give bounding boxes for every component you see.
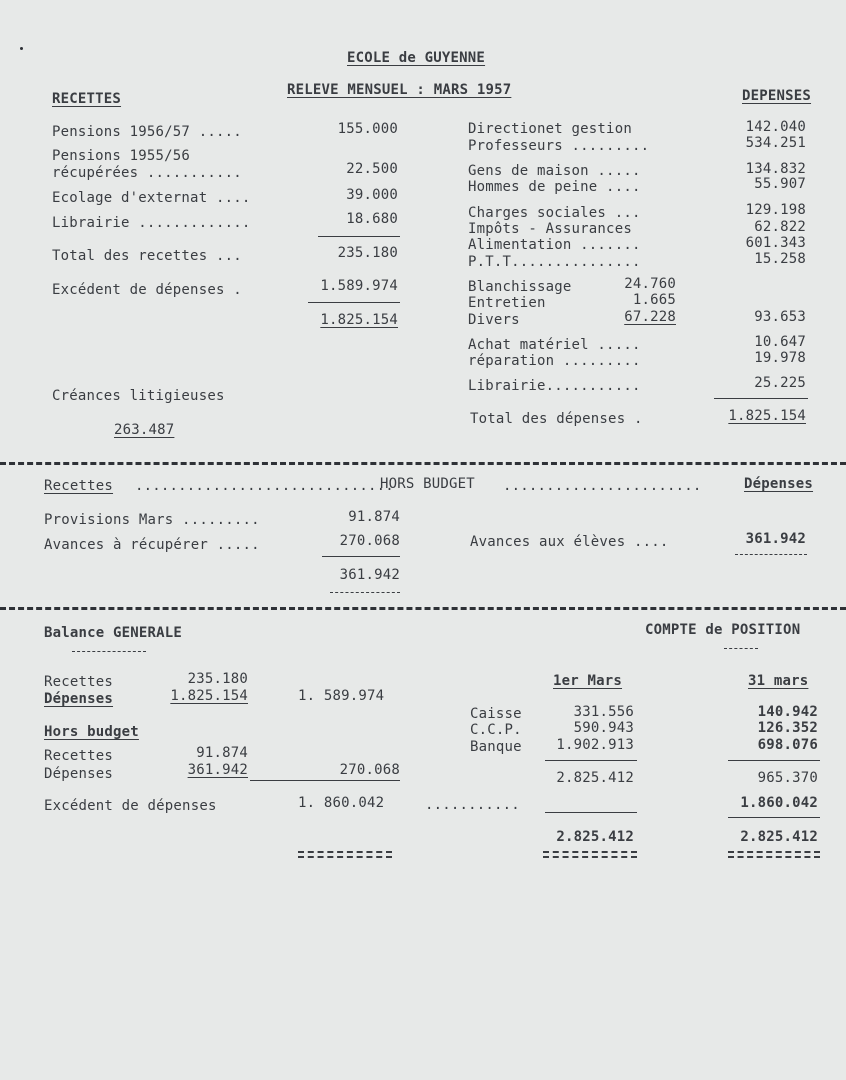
recettes-grand-total: 1.825.154	[320, 312, 398, 328]
recettes-label: récupérées ...........	[52, 165, 242, 181]
depenses-heading: DEPENSES	[742, 88, 812, 104]
depenses-label: Achat matériel .....	[468, 337, 641, 353]
double-rule	[728, 851, 820, 853]
sum-rule	[545, 760, 637, 761]
depenses-subvalue: 1.665	[632, 292, 676, 308]
depenses-value: 55.907	[754, 176, 806, 192]
hb-recettes-heading: Recettes	[44, 478, 114, 494]
depenses-value: 93.653	[754, 309, 806, 325]
depenses-value: 534.251	[745, 135, 806, 151]
hb-avances-recuperer-label: Avances à récupérer .....	[44, 537, 260, 553]
balance-depenses-label: Dépenses	[44, 691, 114, 707]
depenses-label: Hommes de peine ....	[468, 179, 641, 195]
compte-excedent2: 1.860.042	[740, 795, 818, 811]
compte-row-v2: 126.352	[757, 720, 818, 736]
sum-rule	[318, 236, 400, 237]
recettes-label: Ecolage d'externat ....	[52, 190, 251, 206]
double-rule	[728, 856, 820, 858]
recettes-label: Pensions 1956/57 .....	[52, 124, 242, 140]
recettes-label: Pensions 1955/56	[52, 148, 191, 164]
sum-rule	[728, 817, 820, 818]
creances-value: 263.487	[114, 422, 175, 438]
depenses-subvalue: 24.760	[624, 276, 676, 292]
depenses-label: Blanchissage	[468, 279, 572, 295]
depenses-label: Librairie...........	[468, 378, 641, 394]
compte-total1: 2.825.412	[556, 829, 634, 845]
depenses-label: Impôts - Assurances	[468, 221, 632, 237]
compte-row-v2: 698.076	[757, 737, 818, 753]
depenses-value: 10.647	[754, 334, 806, 350]
recettes-total-label: Total des recettes ...	[52, 248, 242, 264]
hb-avances-eleves-value: 361.942	[745, 531, 806, 547]
balance-excedent-value: 1. 860.042	[298, 795, 385, 811]
title-underline	[724, 648, 758, 649]
compte-row-v1: 590.943	[573, 720, 634, 736]
hb-total: 361.942	[339, 567, 400, 583]
depenses-value: 25.225	[754, 375, 806, 391]
double-rule	[298, 851, 392, 853]
recettes-value: 155.000	[337, 121, 398, 137]
sum-rule	[545, 812, 637, 813]
depenses-label: Alimentation .......	[468, 237, 641, 253]
balance-hb-recettes-value: 91.874	[196, 745, 248, 761]
compte-title: COMPTE de POSITION	[645, 622, 801, 638]
compte-row-v2: 140.942	[757, 704, 818, 720]
balance-depenses-value: 1.825.154	[170, 688, 248, 704]
depenses-value: 601.343	[745, 235, 806, 251]
depenses-label: P.T.T...............	[468, 254, 641, 270]
hb-provisions-value: 91.874	[348, 509, 400, 525]
depenses-value: 15.258	[754, 251, 806, 267]
hb-depenses-heading: Dépenses	[744, 476, 814, 492]
compte-col2-heading: 31 mars	[748, 673, 809, 689]
depenses-total-value: 1.825.154	[728, 408, 806, 424]
compte-sum1: 2.825.412	[556, 770, 634, 786]
hb-dots-left: ..............................	[135, 478, 394, 494]
double-rule	[330, 592, 400, 593]
depenses-subvalue: 67.228	[624, 309, 676, 325]
compte-sum2: 965.370	[757, 770, 818, 786]
depenses-label: Directionet gestion	[468, 121, 632, 137]
depenses-label: Entretien	[468, 295, 546, 311]
balance-net1: 1. 589.974	[298, 688, 385, 704]
depenses-value: 19.978	[754, 350, 806, 366]
sum-rule	[308, 302, 400, 303]
depenses-label: réparation .........	[468, 353, 641, 369]
compte-row-label: Banque	[470, 739, 522, 755]
recettes-label: Librairie .............	[52, 215, 251, 231]
depenses-value: 142.040	[745, 119, 806, 135]
report-title: RELEVE MENSUEL : MARS 1957	[287, 82, 512, 98]
recettes-value: 39.000	[346, 187, 398, 203]
balance-recettes-label: Recettes	[44, 674, 114, 690]
leader-line	[250, 780, 400, 781]
depenses-value: 62.822	[754, 219, 806, 235]
sum-rule	[714, 398, 808, 399]
hb-avances-recuperer-value: 270.068	[339, 533, 400, 549]
excedent-value: 1.589.974	[320, 278, 398, 294]
balance-dots: ...........	[425, 797, 520, 813]
compte-row-label: C.C.P.	[470, 722, 522, 738]
hors-budget-heading: Hors budget	[44, 724, 139, 740]
title-underline	[72, 651, 146, 652]
sum-rule	[322, 556, 400, 557]
balance-net2: 270.068	[339, 762, 400, 778]
balance-hb-depenses-value: 361.942	[187, 762, 248, 778]
compte-total2: 2.825.412	[740, 829, 818, 845]
balance-recettes-value: 235.180	[187, 671, 248, 687]
hb-dots-right: .......................	[503, 478, 702, 494]
depenses-label: Divers	[468, 312, 520, 328]
balance-excedent-label: Excédent de dépenses	[44, 798, 217, 814]
compte-row-v1: 331.556	[573, 704, 634, 720]
section-separator	[0, 607, 846, 610]
compte-row-v1: 1.902.913	[556, 737, 634, 753]
depenses-total-label: Total des dépenses .	[470, 411, 643, 427]
sum-rule	[728, 760, 820, 761]
section-separator	[0, 462, 846, 465]
recettes-value: 22.500	[346, 161, 398, 177]
recettes-total-value: 235.180	[337, 245, 398, 261]
compte-col1-heading: 1er Mars	[553, 673, 623, 689]
double-rule	[543, 851, 637, 853]
balance-title: Balance GENERALE	[44, 625, 183, 641]
compte-row-label: Caisse	[470, 706, 522, 722]
balance-hb-depenses-label: Dépenses	[44, 766, 114, 782]
depenses-label: Charges sociales ...	[468, 205, 641, 221]
excedent-label: Excédent de dépenses .	[52, 282, 242, 298]
hb-title: HORS BUDGET	[380, 476, 475, 492]
creances-label: Créances litigieuses	[52, 388, 225, 404]
depenses-label: Gens de maison .....	[468, 163, 641, 179]
recettes-heading: RECETTES	[52, 91, 122, 107]
depenses-value: 129.198	[745, 202, 806, 218]
hb-avances-eleves-label: Avances aux élèves ....	[470, 534, 669, 550]
double-rule	[543, 856, 637, 858]
school-title: ECOLE de GUYENNE	[347, 50, 486, 66]
double-rule	[735, 554, 807, 555]
hb-provisions-label: Provisions Mars .........	[44, 512, 260, 528]
recettes-value: 18.680	[346, 211, 398, 227]
depenses-label: Professeurs .........	[468, 138, 650, 154]
double-rule	[298, 856, 392, 858]
stray-mark	[20, 47, 23, 50]
depenses-value: 134.832	[745, 161, 806, 177]
balance-hb-recettes-label: Recettes	[44, 748, 114, 764]
